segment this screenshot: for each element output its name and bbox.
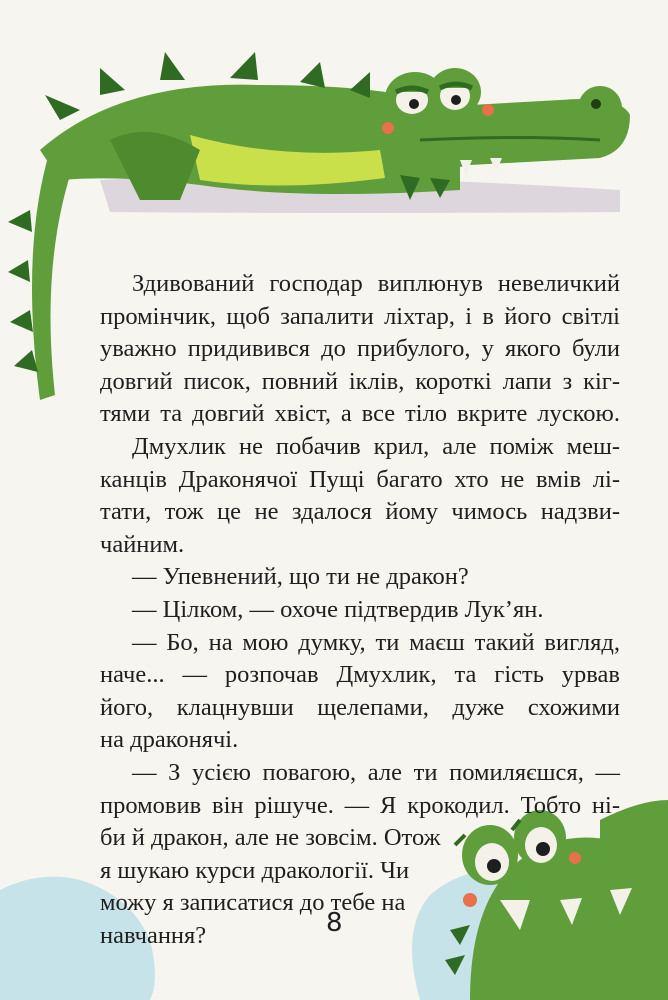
text-line: на драконячі.	[100, 726, 239, 754]
text-line: Дмухлик не побачив крил, але поміж меш-	[132, 432, 620, 460]
text-line: канців Драконячої Пущі багато хто не вмів лі-	[100, 465, 620, 493]
text-line: його, клацнувши щелепами, дуже схожими	[100, 693, 620, 721]
page-number: 8	[326, 908, 343, 938]
dialog-line: — Бо, на мою думку, ти маєш такий вигляд,	[132, 628, 620, 656]
dialog-line: — Упевнений, що ти не дракон?	[132, 563, 469, 591]
story-text	[100, 268, 620, 952]
text-line: тями та довгий хвіст, а все тіло вкрите лускою.	[100, 400, 620, 428]
text-line: би й дракон, але не зовсім. Отож	[100, 824, 441, 852]
text-line: тати, тож це не здалося йому чимось надзви-	[100, 498, 620, 526]
text-line: я шукаю курси дракології. Чи	[100, 856, 410, 884]
text-line: промінчик, щоб запалити ліхтар, і в його світлі	[100, 302, 620, 330]
text-line: уважно придивився до прибулого, у якого були	[100, 335, 620, 363]
text-line: Здивований господар виплюнув невеличкий	[132, 270, 620, 297]
text-line: можу я записатися до тебе на	[100, 889, 406, 917]
text-line: навчання?	[100, 921, 207, 949]
dialog-line: — З усією повагою, але ти помиляєшся, —	[132, 758, 620, 786]
dialog-line: — Цілком, — охоче підтвердив Лук’ян.	[132, 595, 544, 623]
text-line: наче... — розпочав Дмухлик, та гість урвав	[100, 661, 620, 689]
text-line: промовив він рішуче. — Я крокодил. Тобто ні-	[100, 791, 620, 819]
text-line: довгий писок, повний іклів, короткі лапи з кіг-	[100, 367, 620, 395]
text-line: чайним.	[100, 530, 185, 558]
